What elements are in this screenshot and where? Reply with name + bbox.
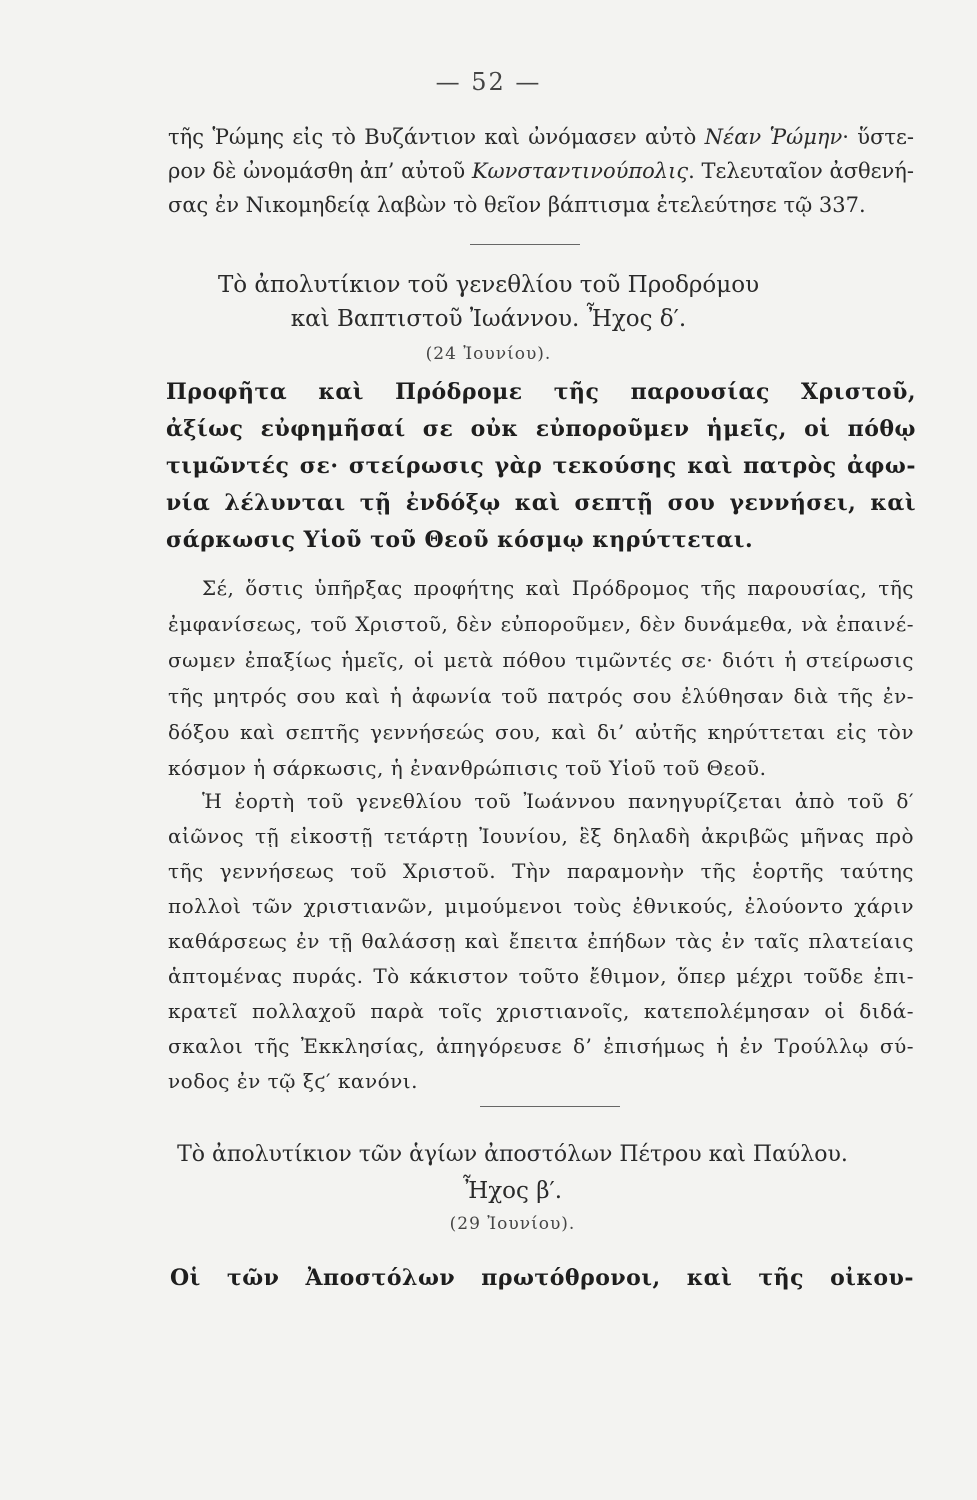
paragraph-line: Ἡ ἑορτὴ τοῦ γενεθλίου τοῦ Ἰωάννου πανηγυρίζεται ἀπὸ τοῦ δ′ xyxy=(202,789,914,813)
paragraph-line: σωμεν ἐπαξίως ἡμεῖς, οἱ μετὰ πόθου τιμῶντές σε· διότι ἡ στείρωσις xyxy=(168,648,914,672)
paragraph-line: κόσμον ἡ σάρκωσις, ἡ ἐνανθρώπισις τοῦ Υἱοῦ τοῦ Θεοῦ. xyxy=(168,756,767,780)
paragraph-line: σκαλοι τῆς Ἐκκλησίας, ἀπηγόρευσε δ’ ἐπισήμως ἡ ἐν Τρούλλῳ σύ- xyxy=(168,1034,914,1058)
page-number: — 52 — xyxy=(435,68,542,96)
paraphrase-paragraph xyxy=(168,570,914,786)
paragraph-line: τῆς γεννήσεως τοῦ Χριστοῦ. Τὴν παραμονὴν τῆς ἑορτῆς ταύτης xyxy=(168,859,914,883)
section-divider xyxy=(470,244,580,245)
feast-date: (29 Ἰουνίου). xyxy=(449,1214,576,1234)
paragraph-line: νοδος ἐν τῷ ξϛ′ κανόνι. xyxy=(168,1069,418,1093)
paragraph-line: ἁπτομένας πυράς. Τὸ κάκιστον τοῦτο ἔθιμον, ὅπερ μέχρι τοῦδε ἐπι- xyxy=(168,964,914,988)
hymn-line: σάρκωσις Υἱοῦ τοῦ Θεοῦ κόσμῳ κηρύττεται. xyxy=(166,527,754,553)
hymn-text-apostles xyxy=(170,1260,914,1297)
section-heading-prodromos-line2: καὶ Βαπτιστοῦ Ἰωάννου. Ἦχος δ′. xyxy=(290,306,687,332)
paragraph-line: δόξου καὶ σεπτῆς γεννήσεώς σου, καὶ δι’ αὐτῆς κηρύττεται εἰς τὸν xyxy=(168,720,914,744)
intro-line: σας ἐν Νικομηδείᾳ λαβὼν τὸ θεῖον βάπτισμα ἐτελεύτησε τῷ 337. xyxy=(168,193,866,217)
feast-date: (24 Ἰουνίου). xyxy=(425,344,552,364)
paragraph-line: αἰῶνος τῇ εἰκοστῇ τετάρτῃ Ἰουνίου, ἓξ δηλαδὴ ἀκριβῶς μῆνας πρὸ xyxy=(168,824,914,848)
hymn-line: Προφῆτα καὶ Πρόδρομε τῆς παρουσίας Χριστοῦ, xyxy=(166,379,916,405)
intro-line: τῆς Ῥώμης εἰς τὸ Βυζάντιον καὶ ὠνόμασεν αὐτὸ Νέαν Ῥώμην· ὕστε- xyxy=(168,125,914,149)
paragraph-line: πολλοὶ τῶν χριστιανῶν, μιμούμενοι τοὺς ἐθνικούς, ἐλούοντο χάριν xyxy=(168,894,914,918)
paragraph-line: κρατεῖ πολλαχοῦ παρὰ τοῖς χριστιανοῖς, κατεπολέμησαν οἱ διδά- xyxy=(168,999,914,1023)
hymn-line: Οἱ τῶν Ἀποστόλων πρωτόθρονοι, καὶ τῆς οἰκου- xyxy=(170,1265,914,1291)
hymn-line: τιμῶντές σε· στείρωσις γὰρ τεκούσης καὶ πατρὸς ἀφω- xyxy=(166,453,916,479)
paragraph-line: Σέ, ὅστις ὑπῆρξας προφήτης καὶ Πρόδρομος τῆς παρουσίας, τῆς xyxy=(202,576,914,600)
history-paragraph xyxy=(168,784,914,1099)
section-divider xyxy=(480,1106,620,1107)
hymn-line: ἀξίως εὐφημῆσαί σε οὐκ εὐποροῦμεν ἡμεῖς, οἱ πόθῳ xyxy=(166,416,916,442)
hymn-text xyxy=(166,374,916,559)
hymn-line: νία λέλυνται τῇ ἐνδόξῳ καὶ σεπτῇ σου γεννήσει, καὶ xyxy=(166,490,916,516)
paragraph-line: ἐμφανίσεως, τοῦ Χριστοῦ, δὲν εὐποροῦμεν, δὲν δυνάμεθα, νὰ ἐπαινέ- xyxy=(168,612,914,636)
section-heading-apostles-tone: Ἦχος β′. xyxy=(462,1178,563,1204)
paragraph-line: τῆς μητρός σου καὶ ἡ ἀφωνία τοῦ πατρός σου ἐλύθησαν διὰ τῆς ἐν- xyxy=(168,684,914,708)
section-heading-prodromos: Τὸ ἀπολυτίκιον τοῦ γενεθλίου τοῦ Προδρόμου xyxy=(217,272,760,298)
intro-paragraph xyxy=(168,120,914,222)
paragraph-line: καθάρσεως ἐν τῇ θαλάσσῃ καὶ ἔπειτα ἐπήδων τὰς ἐν ταῖς πλατείαις xyxy=(168,929,914,953)
intro-line: ρον δὲ ὠνομάσθη ἀπ’ αὐτοῦ Κωνσταντινούπολις. Τελευταῖον ἀσθενή- xyxy=(168,159,914,183)
section-heading-apostles: Τὸ ἀπολυτίκιον τῶν ἁγίων ἀποστόλων Πέτρου καὶ Παύλου. xyxy=(177,1142,848,1167)
